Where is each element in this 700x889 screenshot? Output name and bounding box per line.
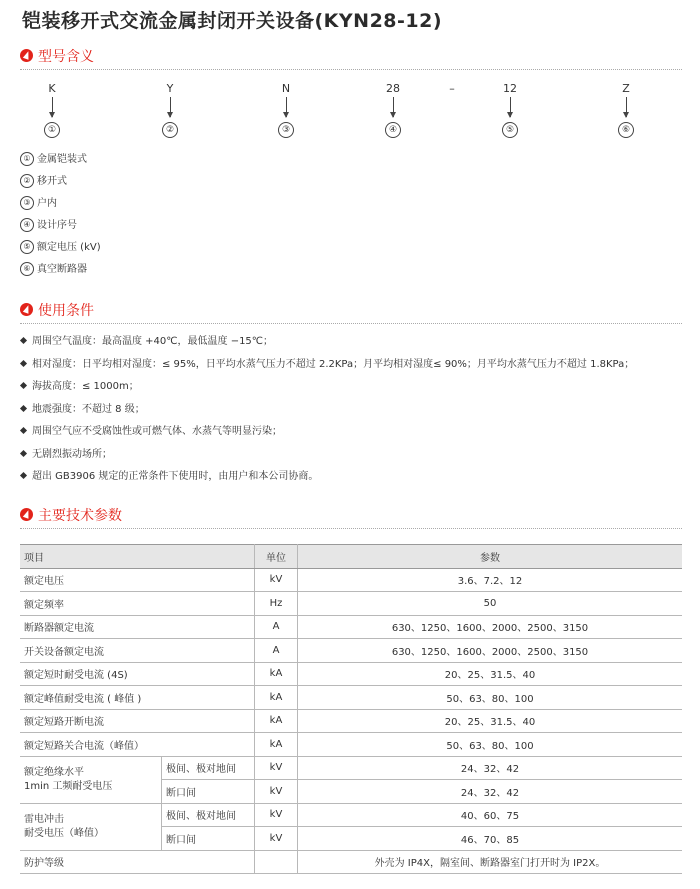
section-header-conditions [20, 300, 682, 324]
diamond-bullet-icon [20, 337, 27, 344]
row-unit: kV [255, 568, 298, 592]
row-item: 额定短路关合电流（峰值） [20, 733, 255, 757]
row-unit: A [255, 615, 298, 639]
row-value: 24、32、42 [298, 780, 683, 804]
model-number: ② [162, 122, 178, 138]
condition-item [20, 424, 282, 440]
table-row [20, 803, 682, 827]
table-row [20, 709, 682, 733]
condition-text: 海拔高度：≤ 1000m； [32, 381, 139, 392]
arrow-down-icon [510, 97, 511, 117]
condition-text: 周围空气应不受腐蚀性或可燃气体、水蒸气等明显污染； [32, 426, 282, 437]
row-value: 50 [298, 592, 683, 616]
diamond-bullet-icon [20, 472, 27, 479]
arrow-down-icon [626, 97, 627, 117]
model-number: ③ [278, 122, 294, 138]
condition-text: 相对湿度：日平均相对湿度：≤ 95%，日平均水蒸气压力不超过 2.2KPa；月平均相对湿度≤ 90%；月平均水蒸气压力不超过 1.8KPa； [32, 358, 635, 370]
row-item [20, 803, 162, 850]
table-row [20, 686, 682, 710]
diamond-bullet-icon [20, 382, 27, 389]
page-title: 铠装移开式交流金属封闭开关设备(KYN28-12) [22, 10, 443, 32]
diamond-bullet-icon [20, 449, 27, 456]
condition-item [20, 334, 273, 350]
divider [20, 528, 682, 529]
model-number: ④ [385, 122, 401, 138]
model-number: ① [44, 122, 60, 138]
legend-number: ⑥ [20, 262, 34, 276]
row-unit: A [255, 639, 298, 663]
condition-text: 周围空气温度：最高温度 +40℃，最低温度 −15℃； [32, 336, 274, 347]
condition-text: 无剧烈振动场所； [32, 448, 112, 460]
row-value: 外壳为 IP4X，隔室间、断路器室门打开时为 IP2X。 [298, 850, 683, 874]
legend-number: ⑤ [20, 240, 34, 254]
row-unit: Hz [255, 592, 298, 616]
legend-text: 设计序号 [37, 220, 77, 231]
row-unit: kV [255, 756, 298, 780]
row-value: 50、63、80、100 [298, 686, 683, 710]
divider [20, 69, 682, 70]
row-unit: kA [255, 686, 298, 710]
diamond-bullet-icon [20, 359, 27, 366]
row-value: 630、1250、1600、2000、2500、3150 [298, 615, 683, 639]
diamond-bullet-icon [20, 427, 27, 434]
row-unit [255, 850, 298, 874]
header-item: 项目 [20, 545, 255, 569]
row-unit: kA [255, 709, 298, 733]
legend-text: 额定电压 (kV) [37, 242, 101, 253]
row-subitem: 极间、极对地间 [162, 756, 255, 780]
section-header-model [20, 46, 682, 70]
row-subitem: 断口间 [162, 780, 255, 804]
legend-text: 真空断路器 [37, 264, 87, 275]
row-value: 20、25、31.5、40 [298, 709, 683, 733]
table-row [20, 850, 682, 874]
table-row [20, 639, 682, 663]
arrow-down-icon [52, 97, 53, 117]
row-value: 20、25、31.5、40 [298, 662, 683, 686]
model-number: ⑥ [618, 122, 634, 138]
diamond-bullet-icon [20, 404, 27, 411]
arrow-down-icon [286, 97, 287, 117]
lightning-icon [20, 303, 33, 316]
row-value: 50、63、80、100 [298, 733, 683, 757]
header-unit: 单位 [255, 545, 298, 569]
row-value: 630、1250、1600、2000、2500、3150 [298, 639, 683, 663]
model-code: 28 [386, 82, 400, 95]
table-header-row [20, 545, 682, 569]
row-item: 防护等级 [20, 850, 255, 874]
row-subitem: 断口间 [162, 827, 255, 851]
row-value: 40、60、75 [298, 803, 683, 827]
model-number: ⑤ [502, 122, 518, 138]
row-item-line1: 额定绝缘水平 [24, 766, 84, 778]
table-row [20, 756, 682, 780]
table-row [20, 662, 682, 686]
legend-text: 移开式 [37, 176, 67, 187]
row-item: 额定短路开断电流 [20, 709, 255, 733]
table-row [20, 592, 682, 616]
lightning-icon [20, 49, 33, 62]
legend-item [20, 240, 101, 256]
row-item: 断路器额定电流 [20, 615, 255, 639]
row-item: 额定峰值耐受电流 ( 峰值 ) [20, 686, 255, 710]
condition-text: 地震强度：不超过 8 级； [32, 403, 145, 415]
row-value: 46、70、85 [298, 827, 683, 851]
model-code: N [281, 82, 291, 95]
model-code: Z [622, 82, 630, 95]
condition-item [20, 402, 145, 418]
legend-item [20, 218, 77, 234]
row-item: 额定频率 [20, 592, 255, 616]
row-item: 额定电压 [20, 568, 255, 592]
section-title: 主要技术参数 [38, 508, 122, 524]
arrow-down-icon [393, 97, 394, 117]
model-code: – [449, 82, 455, 95]
row-unit: kV [255, 827, 298, 851]
row-subitem: 极间、极对地间 [162, 803, 255, 827]
row-item [20, 756, 162, 803]
section-title: 型号含义 [38, 49, 94, 65]
row-item: 额定短时耐受电流 (4S) [20, 662, 255, 686]
condition-item [20, 357, 634, 373]
legend-number: ② [20, 174, 34, 188]
table-row [20, 733, 682, 757]
model-code: K [48, 82, 56, 95]
legend-item [20, 152, 87, 168]
row-unit: kA [255, 662, 298, 686]
section-title: 使用条件 [38, 303, 94, 319]
legend-item [20, 196, 57, 212]
legend-number: ③ [20, 196, 34, 210]
condition-text: 超出 GB3906 规定的正常条件下使用时，由用户和本公司协商。 [32, 471, 319, 482]
arrow-down-icon [170, 97, 171, 117]
legend-number: ④ [20, 218, 34, 232]
row-unit: kA [255, 733, 298, 757]
condition-item [20, 447, 112, 463]
section-header-params [20, 505, 682, 529]
condition-item [20, 469, 318, 485]
legend-number: ① [20, 152, 34, 166]
row-value: 24、32、42 [298, 756, 683, 780]
header-value: 参数 [298, 545, 683, 569]
model-code: 12 [503, 82, 517, 95]
table-row [20, 615, 682, 639]
legend-item [20, 174, 67, 190]
lightning-icon [20, 508, 33, 521]
row-unit: kV [255, 780, 298, 804]
params-table [20, 544, 682, 874]
divider [20, 323, 682, 324]
row-item-line2: 1min 工频耐受电压 [24, 780, 113, 792]
row-unit: kV [255, 803, 298, 827]
row-item: 开关设备额定电流 [20, 639, 255, 663]
model-code: Y [166, 82, 174, 95]
legend-item [20, 262, 87, 278]
row-item-line2: 耐受电压（峰值） [24, 827, 104, 839]
table-row [20, 568, 682, 592]
row-value: 3.6、7.2、12 [298, 568, 683, 592]
row-item-line1: 雷电冲击 [24, 813, 64, 825]
condition-item [20, 379, 139, 395]
legend-text: 户内 [37, 198, 57, 209]
legend-text: 金属铠装式 [37, 154, 87, 165]
